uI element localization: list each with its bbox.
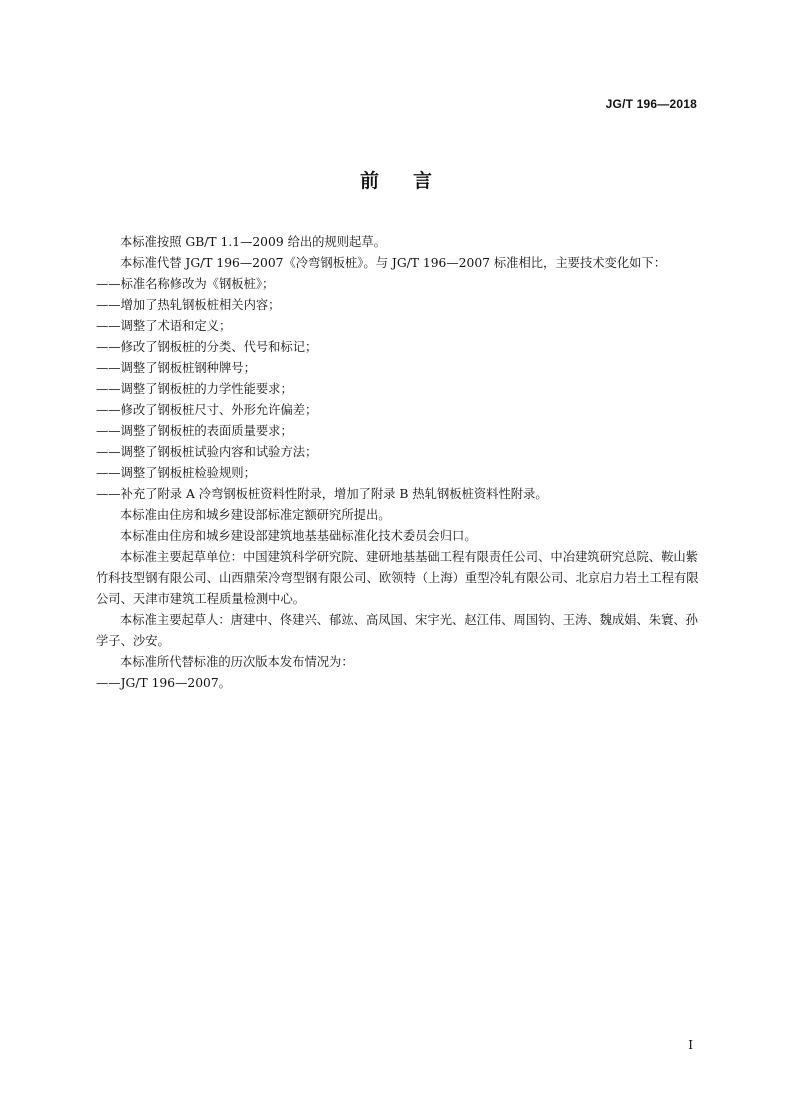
list-item: ——调整了钢板桩的力学性能要求； xyxy=(96,382,293,396)
list-item: ——JG/T 196—2007。 xyxy=(96,676,231,690)
paragraph-history-intro: 本标准所代替标准的历次版本发布情况为： xyxy=(120,655,354,669)
list-item: ——修改了钢板桩尺寸、外形允许偏差； xyxy=(96,403,318,417)
list-item: ——调整了术语和定义； xyxy=(96,319,232,333)
page-title: 前言 xyxy=(359,170,466,192)
list-item: ——标准名称修改为《钢板桩》； xyxy=(96,277,275,291)
page-number: I xyxy=(688,1038,693,1052)
paragraph-proposed-by: 本标准由住房和城乡建设部标准定额研究所提出。 xyxy=(120,508,391,522)
list-item: ——调整了钢板桩检验规则； xyxy=(96,466,256,480)
list-item: ——补充了附录 A 冷弯钢板桩资料性附录，增加了附录 B 热轧钢板桩资料性附录。 xyxy=(96,487,548,501)
list-item: ——调整了钢板桩钢种牌号； xyxy=(96,361,256,375)
paragraph-drafting-rules: 本标准按照 GB/T 1.1—2009 给出的规则起草。 xyxy=(120,235,386,249)
list-item: ——调整了钢板桩的表面质量要求； xyxy=(96,424,293,438)
foreword-content xyxy=(96,232,710,694)
standard-code: JG/T 196—2018 xyxy=(605,97,697,111)
paragraph-managed-by: 本标准由住房和城乡建设部建筑地基基础标准化技术委员会归口。 xyxy=(120,529,477,543)
changes-list xyxy=(96,274,710,505)
list-item: ——修改了钢板桩的分类、代号和标记； xyxy=(96,340,318,354)
paragraph-replaces: 本标准代替 JG/T 196—2007《冷弯钢板桩》。与 JG/T 196—2007 标准相比，主要技术变化如下： xyxy=(120,256,667,270)
list-item: ——调整了钢板桩试验内容和试验方法； xyxy=(96,445,318,459)
paragraph-drafting-units: 本标准主要起草单位：中国建筑科学研究院、建研地基基础工程有限责任公司、中冶建筑研究总院、鞍山紫竹科技型钢有限公司、山西鼎荣冷弯型钢有限公司、欧领特（上海）重型冷轧有限公司、北京启力岩土工程有限公司、天津市建筑工程质量检测中心。 xyxy=(96,550,699,606)
list-item: ——增加了热轧钢板桩相关内容； xyxy=(96,298,281,312)
paragraph-drafters: 本标准主要起草人：唐建中、佟建兴、郁竑、高凤国、宋宇光、赵江伟、周国钧、王涛、魏成娟、朱寰、孙学子、沙安。 xyxy=(96,613,698,648)
